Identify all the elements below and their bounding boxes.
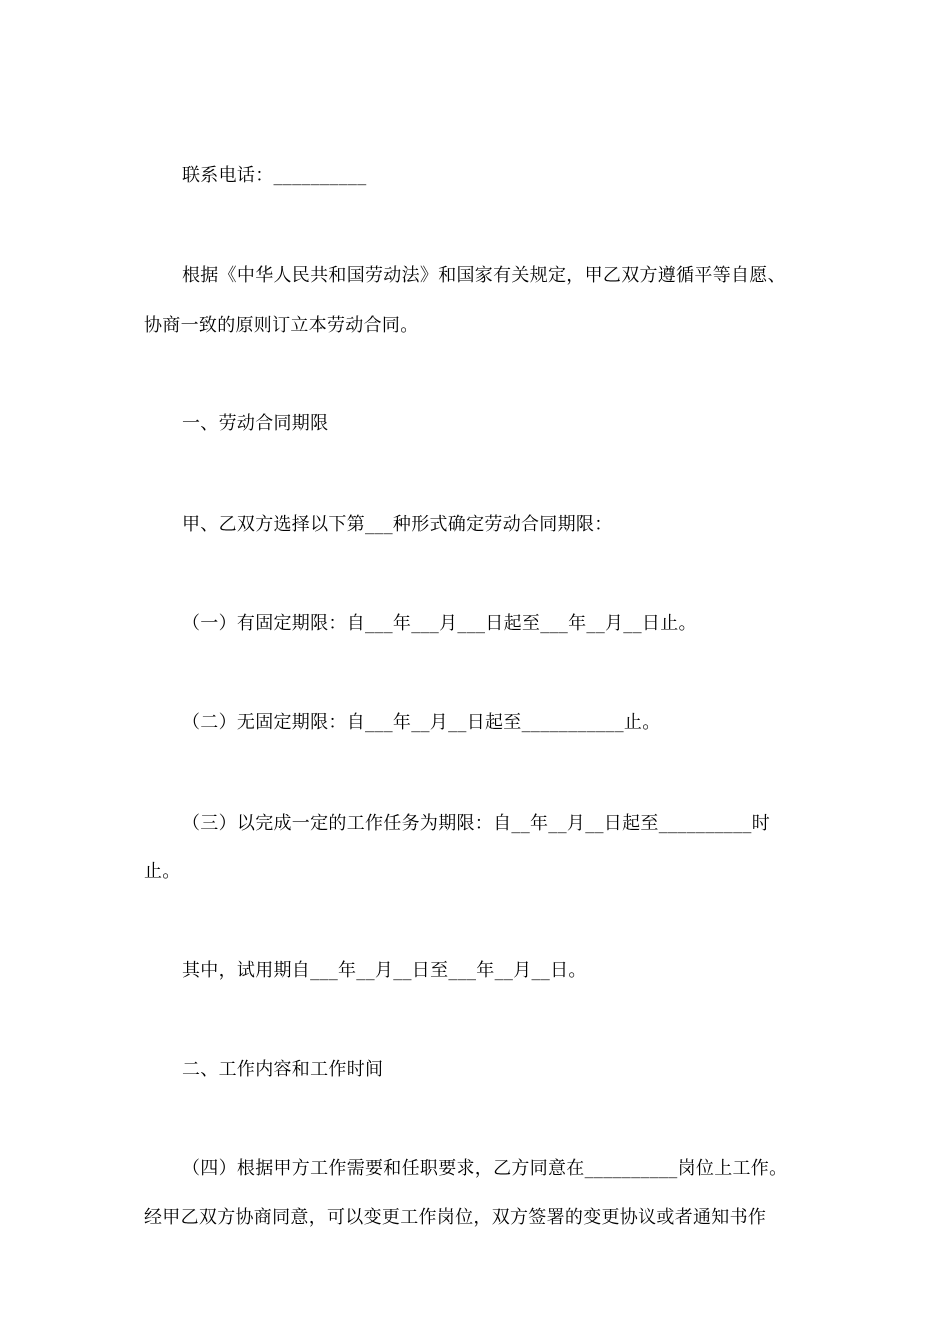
clause-4-line-1: （四）根据甲方工作需要和任职要求，乙方同意在__________岗位上工作。 — [182, 1158, 788, 1179]
section-1-heading: 一、劳动合同期限 — [182, 413, 329, 434]
contact-phone-line: 联系电话：__________ — [182, 165, 367, 186]
option-2-open-term: （二）无固定期限：自___年__月__日起至___________止。 — [182, 712, 661, 733]
probation-period-line: 其中，试用期自___年__月__日至___年__月__日。 — [182, 960, 587, 981]
option-3-task-term-line-2: 止。 — [144, 861, 181, 882]
term-choice-line: 甲、乙双方选择以下第___种形式确定劳动合同期限： — [182, 514, 613, 535]
intro-paragraph-line-1: 根据《中华人民共和国劳动法》和国家有关规定，甲乙双方遵循平等自愿、 — [182, 265, 786, 286]
intro-paragraph-line-2: 协商一致的原则订立本劳动合同。 — [144, 315, 419, 336]
option-3-task-term-line-1: （三）以完成一定的工作任务为期限：自__年__月__日起至__________时 — [182, 813, 770, 834]
option-1-fixed-term: （一）有固定期限：自___年___月___日起至___年__月__日止。 — [182, 613, 697, 634]
clause-4-line-2: 经甲乙双方协商同意，可以变更工作岗位，双方签署的变更协议或者通知书作 — [144, 1207, 767, 1228]
section-2-heading: 二、工作内容和工作时间 — [182, 1059, 384, 1080]
